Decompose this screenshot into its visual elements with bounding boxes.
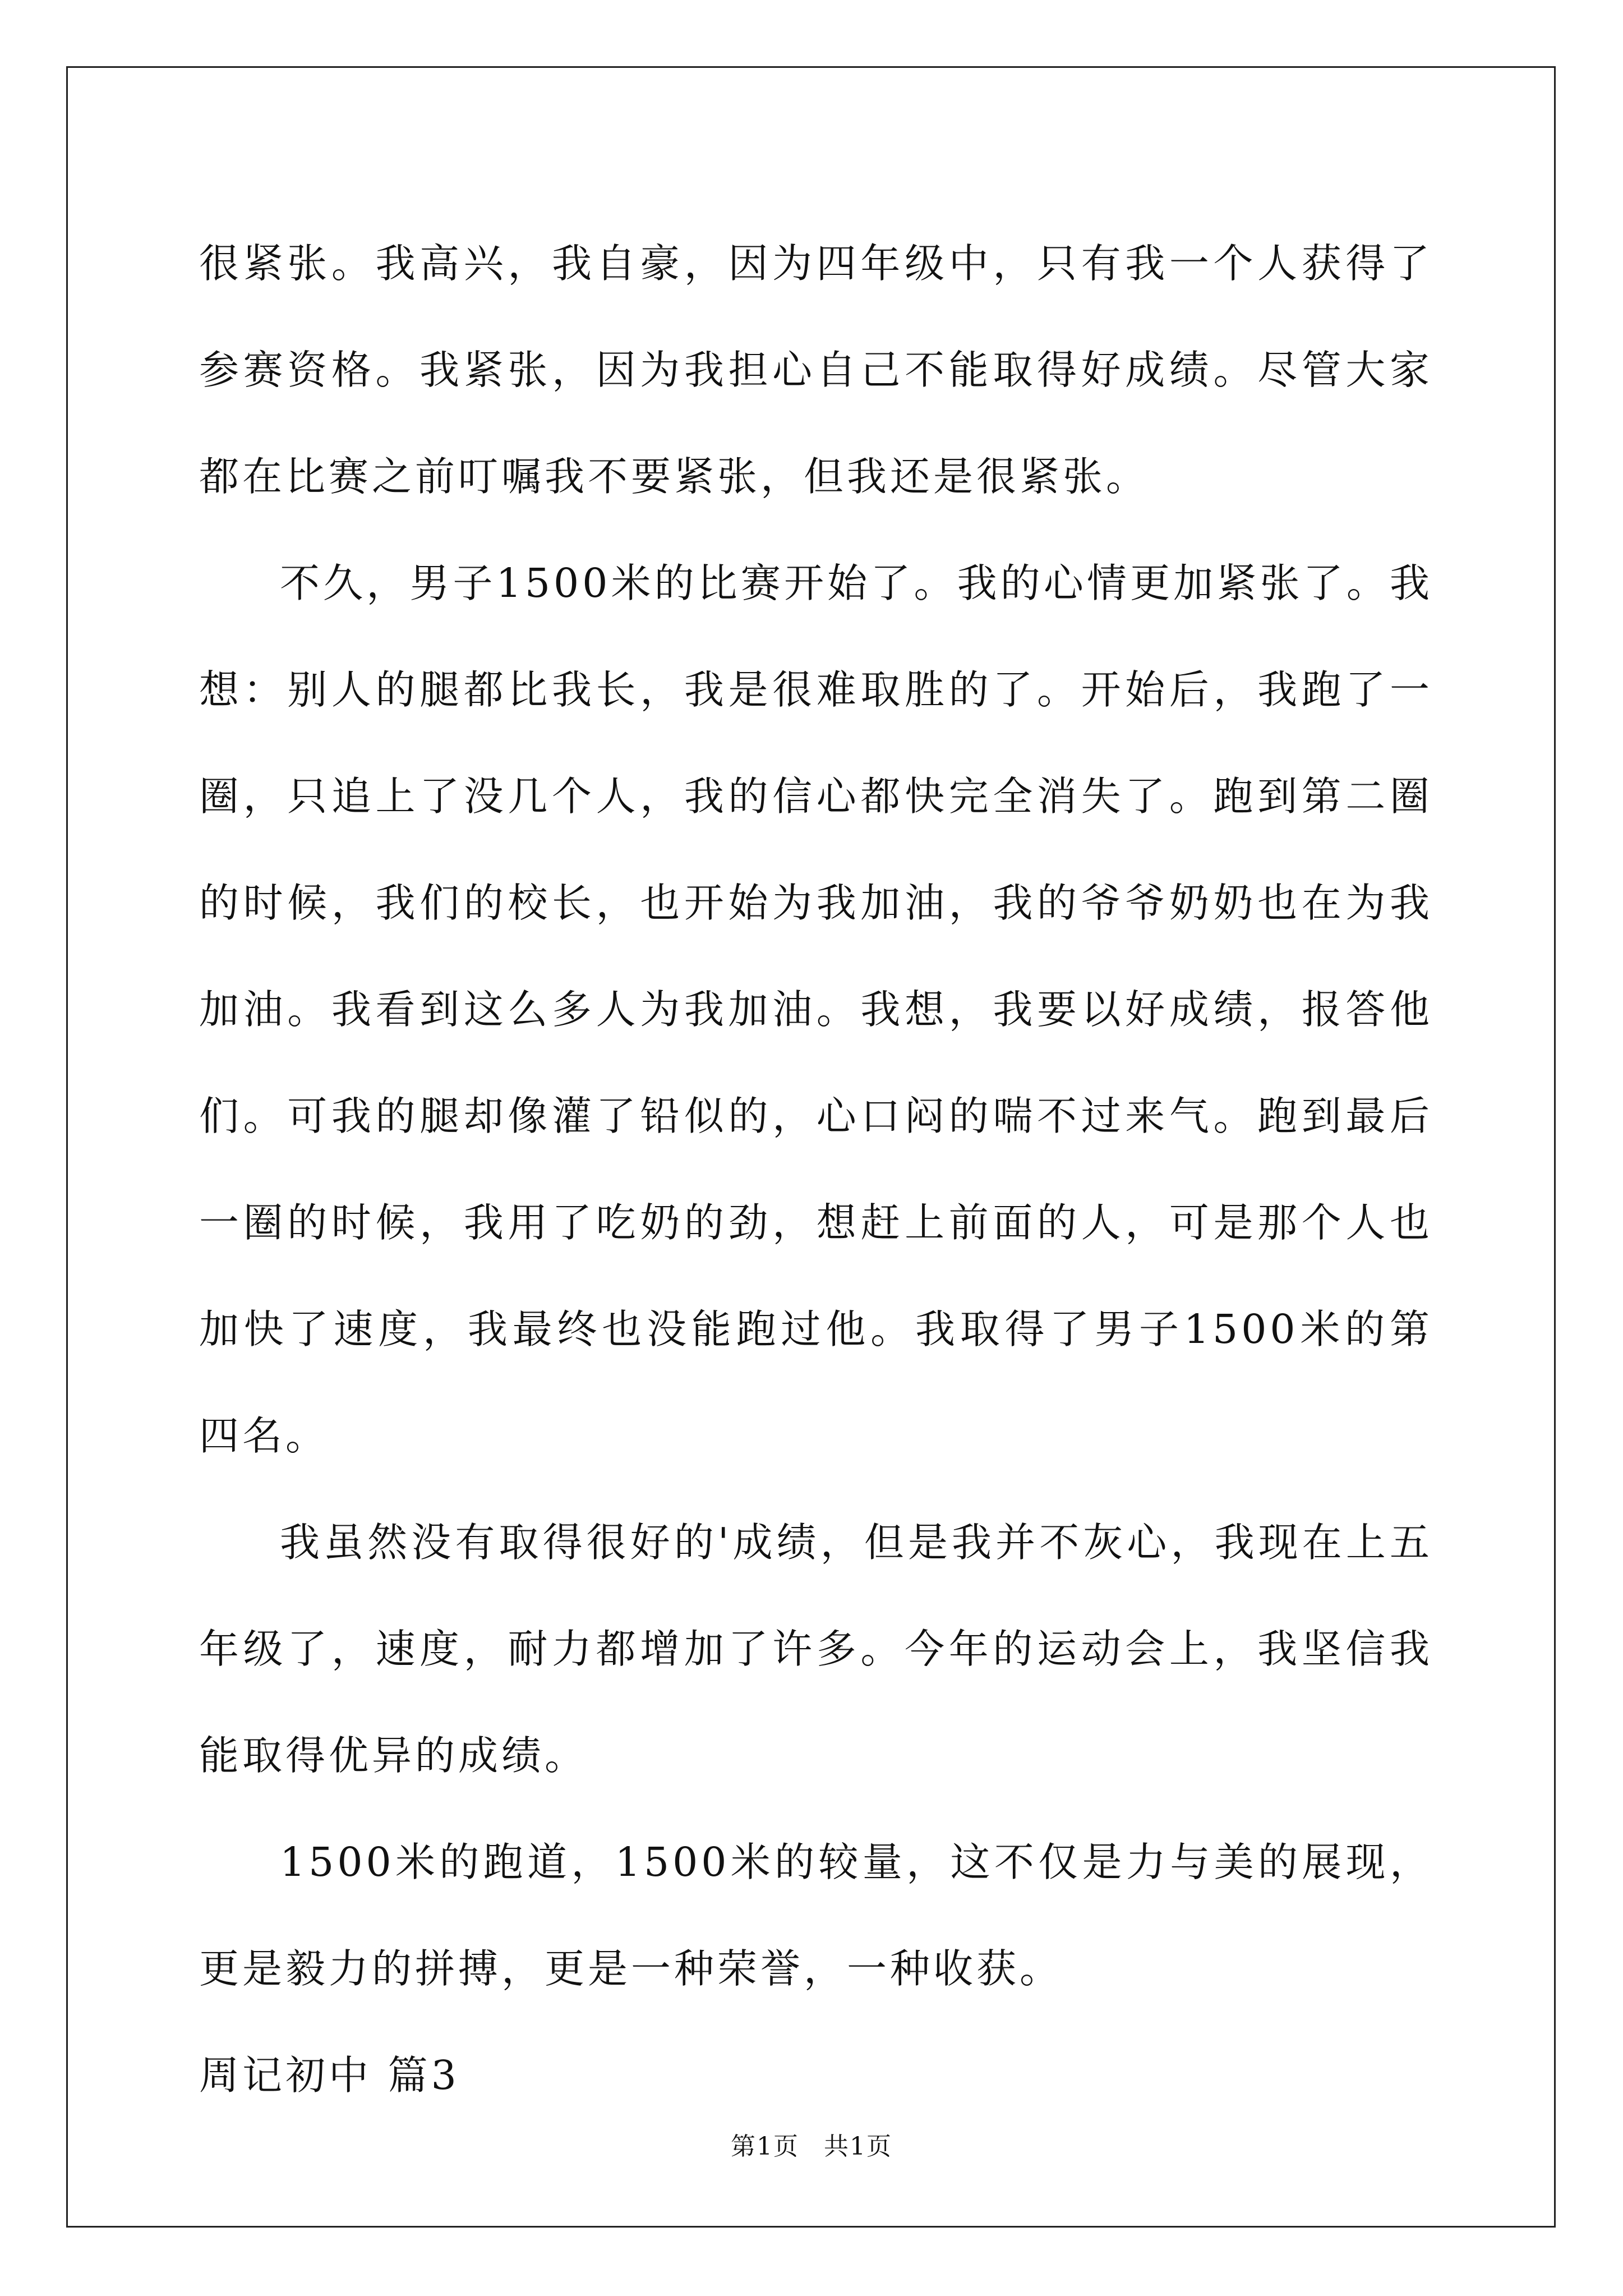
paragraph: 很紧张。我高兴，我自豪，因为四年级中，只有我一个人获得了参赛资格。我紧张，因为我担心自己不能取得好成绩。尽管大家都在比赛之前叮嘱我不要紧张，但我还是很紧张。 bbox=[199, 240, 1433, 500]
page-footer bbox=[0, 2126, 1623, 2162]
page-total: 共1页 bbox=[824, 2132, 892, 2161]
paragraph: 我虽然没有取得很好的'成绩，但是我并不灰心，我现在上五年级了，速度，耐力都增加了许多。今年的运动会上，我坚信我能取得优异的成绩。 bbox=[199, 1519, 1433, 1779]
page-number: 第1页 bbox=[731, 2132, 799, 2161]
paragraph: 不久，男子1500米的比赛开始了。我的心情更加紧张了。我想：别人的腿都比我长，我是很难取胜的了。开始后，我跑了一圈，只追上了没几个人，我的信心都快完全消失了。跑到第二圈的时候，我们的校长，也开始为我加油，我的爷爷奶奶也在为我加油。我看到这么多人为我加油。我想，我要以好成绩，报答他们。可我的腿却像灌了铅似的，心口闷的喘不过来气。跑到最后一圈的时候，我用了吃奶的劲，想赶上前面的人，可是那个人也加快了速度，我最终也没能跑过他。我取得了男子1500米的第四名。 bbox=[199, 560, 1433, 1459]
paragraph: 1500米的跑道，1500米的较量，这不仅是力与美的展现，更是毅力的拼搏，更是一种荣誉，一种收获。 bbox=[199, 1839, 1433, 1992]
section-heading: 周记初中 篇3 bbox=[199, 2052, 460, 2099]
document-body bbox=[199, 210, 1433, 2129]
